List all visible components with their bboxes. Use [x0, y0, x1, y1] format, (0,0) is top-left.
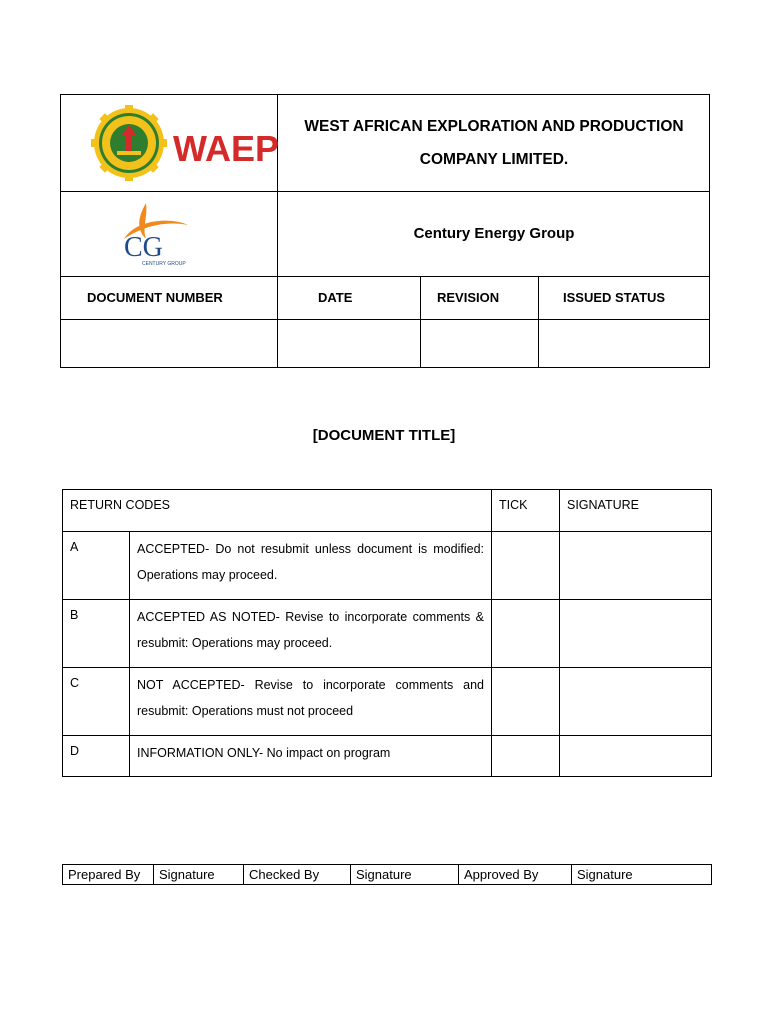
- revision-heading: REVISION: [437, 290, 500, 305]
- waep-logo: [91, 105, 280, 181]
- cg-logo-subtext: CENTURY GROUP: [142, 261, 186, 267]
- description-cell: ACCEPTED AS NOTED- Revise to incorporate comments & resubmit: Operations may proceed.: [130, 600, 492, 668]
- tick-cell[interactable]: [492, 532, 560, 600]
- approved-signature-label[interactable]: Signature: [572, 865, 712, 885]
- group-name: Century Energy Group: [413, 225, 575, 242]
- date-value[interactable]: [278, 320, 420, 367]
- signature-cell[interactable]: [560, 736, 712, 777]
- tick-cell[interactable]: [492, 600, 560, 668]
- description-cell: ACCEPTED- Do not resubmit unless document is modified: Operations may proceed.: [130, 532, 492, 600]
- return-codes-heading: RETURN CODES: [63, 490, 492, 532]
- company-name: [278, 95, 710, 191]
- issued-status-value[interactable]: [539, 320, 709, 367]
- century-group-logo: [116, 199, 196, 269]
- code-cell: A: [63, 532, 130, 600]
- cg-logo-text: CG: [124, 232, 163, 263]
- prepared-by-label: Prepared By: [63, 865, 154, 885]
- tick-cell[interactable]: [492, 736, 560, 777]
- table-header-row: [63, 490, 712, 532]
- signoff-table: [62, 864, 712, 885]
- table-row: [63, 736, 712, 777]
- table-row: [63, 532, 712, 600]
- return-codes-table: [62, 489, 712, 777]
- document-number-value[interactable]: [61, 320, 277, 367]
- description-cell: INFORMATION ONLY- No impact on program: [130, 736, 492, 777]
- checked-signature-label[interactable]: Signature: [351, 865, 459, 885]
- code-cell: C: [63, 668, 130, 736]
- waep-logo-text: WAEP: [173, 128, 280, 169]
- issued-status-heading: ISSUED STATUS: [563, 290, 666, 305]
- date-heading: DATE: [318, 290, 353, 305]
- approved-by-label: Approved By: [459, 865, 572, 885]
- document-title: [DOCUMENT TITLE]: [312, 427, 456, 444]
- company-name-line1: WEST AFRICAN EXPLORATION AND PRODUCTION: [304, 118, 684, 135]
- signature-cell[interactable]: [560, 532, 712, 600]
- prepared-signature-label[interactable]: Signature: [154, 865, 244, 885]
- document-header-block: [60, 94, 710, 368]
- document-number-heading: DOCUMENT NUMBER: [87, 290, 223, 305]
- checked-by-label: Checked By: [244, 865, 351, 885]
- code-cell: B: [63, 600, 130, 668]
- description-cell: NOT ACCEPTED- Revise to incorporate comments and resubmit: Operations must not proceed: [130, 668, 492, 736]
- signature-cell[interactable]: [560, 600, 712, 668]
- revision-value[interactable]: [421, 320, 538, 367]
- tick-cell[interactable]: [492, 668, 560, 736]
- signature-cell[interactable]: [560, 668, 712, 736]
- tick-heading: TICK: [492, 490, 560, 532]
- company-name-line2: COMPANY LIMITED.: [419, 151, 569, 168]
- table-row: [63, 668, 712, 736]
- code-cell: D: [63, 736, 130, 777]
- table-row: [63, 600, 712, 668]
- signature-heading: SIGNATURE: [560, 490, 712, 532]
